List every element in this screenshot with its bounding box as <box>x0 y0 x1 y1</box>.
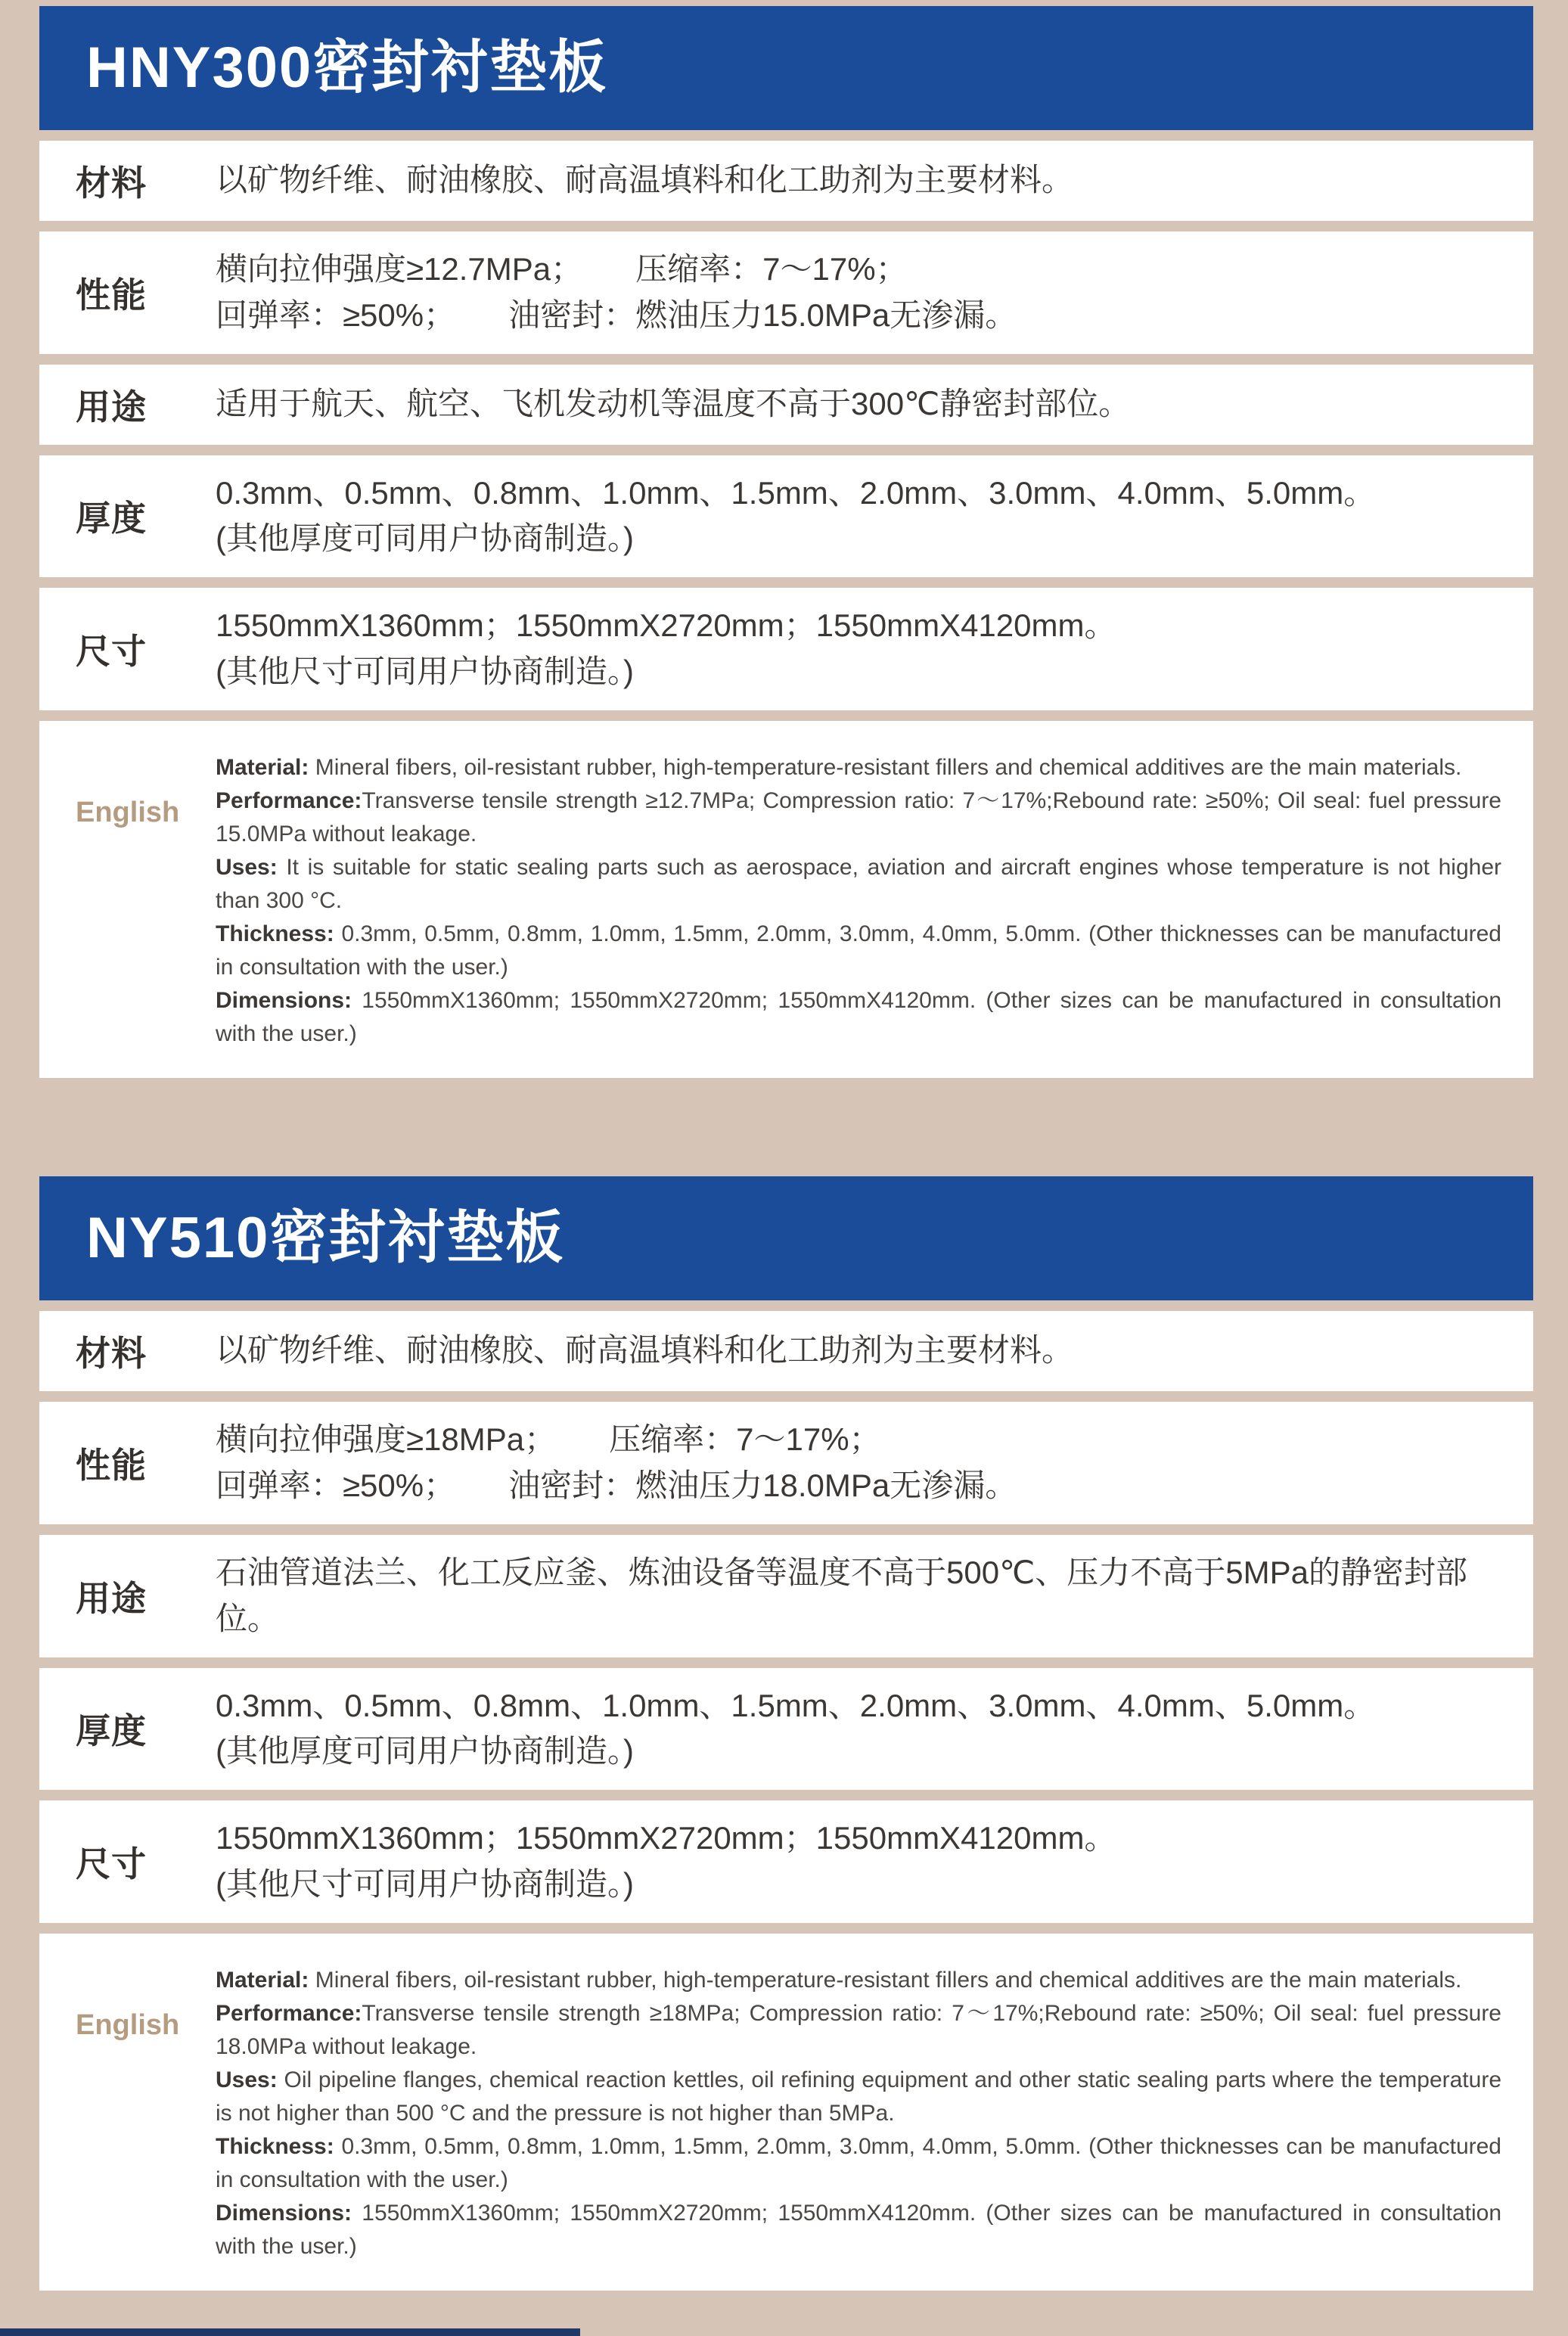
spec-row-dimensions <box>39 588 1533 710</box>
english-body: 1550mmX1360mm; 1550mmX2720mm; 1550mmX4120mm. (Other sizes can be manufactured in consultation with the user.) <box>216 988 1501 1047</box>
spec-content <box>216 1550 1503 1642</box>
spec-line: 以矿物纤维、耐油橡胶、耐高温填料和化工助剂为主要材料。 <box>216 162 1074 198</box>
english-text <box>216 1964 1501 2263</box>
english-term: Dimensions: <box>216 2201 352 2226</box>
english-paragraph-thickness <box>216 2130 1501 2197</box>
product-section-ny510 <box>39 1176 1533 2291</box>
spec-label: 材料 <box>76 1333 147 1373</box>
section-title-bar <box>39 1176 1533 1300</box>
spec-line: 回弹率：≥50%； 油密封：燃油压力15.0MPa无渗漏。 <box>216 297 1017 333</box>
english-term: Performance: <box>216 2001 362 2027</box>
english-body: Oil pipeline flanges, chemical reaction kettles, oil refining equipment and other static sealing parts where the temperature is not higher than 500 °C and the pressure is not higher than 5MPa. <box>216 2067 1501 2126</box>
spec-label: 性能 <box>76 1445 147 1485</box>
spec-content <box>216 1328 1503 1374</box>
english-term: Performance: <box>216 788 362 814</box>
english-paragraph-dimensions <box>216 984 1501 1051</box>
spec-row-thickness <box>39 455 1533 578</box>
english-paragraph-thickness <box>216 918 1501 984</box>
product-title: NY510密封衬垫板 <box>86 1206 565 1271</box>
english-body: Transverse tensile strength ≥18MPa; Compression ratio: 7～17%;Rebound rate: ≥50%; Oil seal: fuel pressure 18.0MPa without leakage. <box>216 2001 1501 2060</box>
spec-line: 适用于航天、航空、飞机发动机等温度不高于300℃静密封部位。 <box>216 386 1131 422</box>
spec-label: 厚度 <box>76 1711 147 1751</box>
spec-row-performance <box>39 1402 1533 1524</box>
english-paragraph-material <box>216 751 1501 784</box>
catalog-page <box>39 6 1533 2291</box>
product-section-hny300 <box>39 6 1533 1078</box>
english-body: Transverse tensile strength ≥12.7MPa; Compression ratio: 7～17%;Rebound rate: ≥50%; Oil seal: fuel pressure 15.0MPa without leakage. <box>216 788 1501 847</box>
spec-row-uses <box>39 365 1533 445</box>
english-term: Uses: <box>216 2067 278 2093</box>
spec-line: (其他厚度可同用户协商制造。) <box>216 1733 634 1769</box>
spec-content <box>216 471 1503 563</box>
spec-label: 厚度 <box>76 499 147 539</box>
spec-content <box>216 1683 1503 1775</box>
spec-row-thickness <box>39 1668 1533 1791</box>
english-paragraph-dimensions <box>216 2197 1501 2263</box>
spec-content <box>216 247 1503 339</box>
spec-row-material <box>39 141 1533 221</box>
spec-row-uses <box>39 1535 1533 1657</box>
english-paragraph-performance <box>216 784 1501 851</box>
english-paragraph-performance <box>216 1997 1501 2064</box>
spec-content <box>216 1417 1503 1509</box>
spec-line: 以矿物纤维、耐油橡胶、耐高温填料和化工助剂为主要材料。 <box>216 1332 1074 1368</box>
english-body: 1550mmX1360mm; 1550mmX2720mm; 1550mmX4120mm. (Other sizes can be manufactured in consultation with the user.) <box>216 2201 1501 2260</box>
english-body: It is suitable for static sealing parts such as aerospace, aviation and aircraft engines whose temperature is not higher than 300 °C. <box>216 855 1501 914</box>
english-term: Thickness: <box>216 921 334 947</box>
spec-row-material <box>39 1311 1533 1391</box>
spec-line: 1550mmX1360mm；1550mmX2720mm；1550mmX4120mm。 <box>216 607 1116 644</box>
spec-line: 0.3mm、0.5mm、0.8mm、1.0mm、1.5mm、2.0mm、3.0mm、4.0mm、5.0mm。 <box>216 1687 1376 1723</box>
spec-line: 横向拉伸强度≥12.7MPa； 压缩率：7～17%； <box>216 250 908 287</box>
english-term: Uses: <box>216 855 278 881</box>
spec-line: 横向拉伸强度≥18MPa； 压缩率：7～17%； <box>216 1421 881 1457</box>
english-term: Thickness: <box>216 2134 334 2160</box>
spec-line: (其他尺寸可同用户协商制造。) <box>216 1866 634 1903</box>
spec-content <box>216 1816 1503 1908</box>
spec-label: 材料 <box>76 163 147 203</box>
spec-content <box>216 381 1503 427</box>
english-label: English <box>76 797 180 829</box>
spec-line: 1550mmX1360mm；1550mmX2720mm；1550mmX4120mm。 <box>216 1820 1116 1856</box>
english-paragraph-uses <box>216 851 1501 918</box>
product-title: HNY300密封衬垫板 <box>86 36 608 100</box>
footer-accent-bar <box>0 2328 580 2336</box>
spec-label: 用途 <box>76 387 147 427</box>
english-body: 0.3mm, 0.5mm, 0.8mm, 1.0mm, 1.5mm, 2.0mm, 3.0mm, 4.0mm, 5.0mm. (Other thicknesses can be manufactured in consultation with the user.) <box>216 921 1501 980</box>
spec-content <box>216 603 1503 695</box>
english-term: Dimensions: <box>216 988 352 1014</box>
spec-label: 尺寸 <box>76 632 147 672</box>
english-body: 0.3mm, 0.5mm, 0.8mm, 1.0mm, 1.5mm, 2.0mm, 3.0mm, 4.0mm, 5.0mm. (Other thicknesses can be manufactured in consultation with the user.) <box>216 2134 1501 2193</box>
spec-row-performance <box>39 231 1533 354</box>
english-term: Material: <box>216 755 309 781</box>
spec-label: 性能 <box>76 275 147 315</box>
section-title-bar <box>39 6 1533 130</box>
spec-row-dimensions <box>39 1800 1533 1923</box>
english-paragraph-material <box>216 1964 1501 1997</box>
spec-label: 用途 <box>76 1578 147 1618</box>
english-term: Material: <box>216 1968 309 1993</box>
english-paragraph-uses <box>216 2064 1501 2130</box>
english-body: Mineral fibers, oil-resistant rubber, high-temperature-resistant fillers and chemical additives are the main materials. <box>309 755 1462 781</box>
english-body: Mineral fibers, oil-resistant rubber, high-temperature-resistant fillers and chemical additives are the main materials. <box>309 1968 1462 1993</box>
english-block <box>39 1934 1533 2291</box>
spec-line: 回弹率：≥50%； 油密封：燃油压力18.0MPa无渗漏。 <box>216 1467 1017 1503</box>
spec-content <box>216 157 1503 203</box>
english-text <box>216 751 1501 1051</box>
spec-line: (其他厚度可同用户协商制造。) <box>216 520 634 557</box>
spec-label: 尺寸 <box>76 1844 147 1884</box>
spec-line: 0.3mm、0.5mm、0.8mm、1.0mm、1.5mm、2.0mm、3.0mm、4.0mm、5.0mm。 <box>216 474 1376 511</box>
spec-line: 石油管道法兰、化工反应釜、炼油设备等温度不高于500℃、压力不高于5MPa的静密封部位。 <box>216 1554 1467 1636</box>
english-block <box>39 721 1533 1078</box>
spec-line: (其他尺寸可同用户协商制造。) <box>216 654 634 690</box>
english-label: English <box>76 2009 180 2042</box>
